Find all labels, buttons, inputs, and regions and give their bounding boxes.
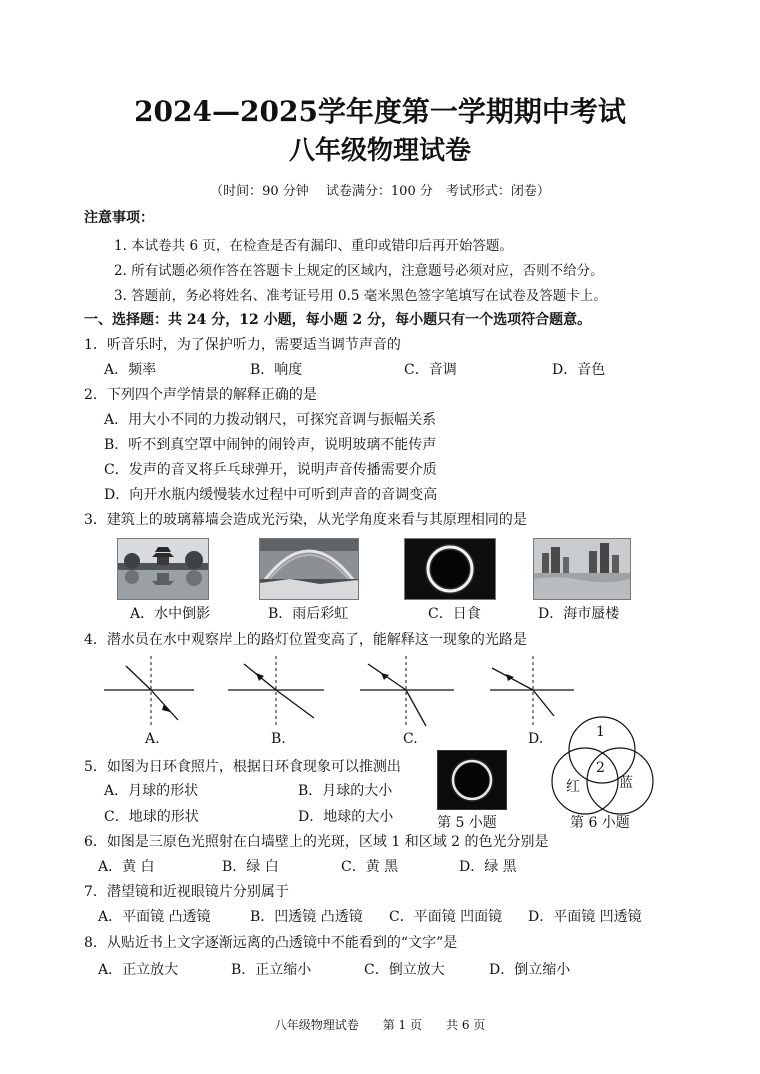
mirage-photo — [533, 538, 631, 600]
q7-option-b: B．凹透镜 凸透镜 — [250, 909, 363, 925]
note-item-1: 1. 本试卷共 6 页，在检查是否有漏印、重印或错印后再开始答题。 — [114, 238, 513, 254]
rainbow-photo — [259, 538, 359, 600]
q1-option-b: B．响度 — [250, 362, 303, 378]
q3-option-c: C．日食 — [428, 606, 481, 622]
q8-option-a: A．正立放大 — [98, 962, 179, 978]
q3-option-a: A．水中倒影 — [130, 606, 211, 622]
q7-option-c: C．平面镜 凹面镜 — [389, 909, 503, 925]
q7-option-d: D．平面镜 凹透镜 — [528, 909, 642, 925]
q3-option-b: B．雨后彩虹 — [268, 606, 349, 622]
q4-option-d: D. — [528, 731, 544, 747]
q4-diagram-a — [104, 656, 194, 728]
figure-6-caption: 第 6 小题 — [570, 815, 630, 831]
q5-option-b: B．月球的大小 — [298, 783, 393, 799]
q8-stem: 8．从贴近书上文字逐渐远离的凸透镜中不能看到的“文字”是 — [84, 935, 458, 951]
q1-option-c: C．音调 — [404, 362, 457, 378]
q2-option-c: C．发声的音叉将乒乓球弹开，说明声音传播需要介质 — [104, 462, 437, 478]
q6-option-b: B．绿 白 — [222, 859, 279, 875]
q4-option-a: A. — [145, 731, 160, 747]
q1-option-a: A．频率 — [104, 362, 157, 378]
q1-option-d: D．音色 — [552, 362, 606, 378]
q4-diagram-b — [228, 656, 324, 728]
notes-heading: 注意事项： — [84, 210, 154, 226]
q6-stem: 6．如图是三原色光照射在白墙壁上的光斑，区域 1 和区域 2 的色光分别是 — [84, 834, 549, 850]
venn-region-2-label: 2 — [596, 760, 605, 776]
q5-option-d: D．地球的大小 — [298, 809, 394, 825]
q8-option-c: C．倒立放大 — [364, 962, 445, 978]
venn-blue-label: 蓝 — [619, 775, 633, 791]
q8-option-d: D．倒立缩小 — [489, 962, 571, 978]
section-heading: 一、选择题：共 24 分，12 小题，每小题 2 分，每小题只有一个选项符合题意。 — [84, 312, 592, 328]
q5-option-a: A．月球的形状 — [104, 783, 199, 799]
q2-stem: 2．下列四个声学情景的解释正确的是 — [84, 387, 317, 403]
q4-diagram-c — [360, 656, 454, 728]
figure-5-caption: 第 5 小题 — [437, 815, 497, 831]
venn-region-1-label: 1 — [596, 724, 605, 740]
exam-meta: （时间：90 分钟 试卷满分：100 分 考试形式：闭卷） — [210, 184, 550, 199]
q3-option-d: D．海市蜃楼 — [538, 606, 620, 622]
exam-subtitle: 八年级物理试卷 — [288, 136, 471, 166]
note-item-2: 2. 所有试题必须作答在答题卡上规定的区域内，注意题号必须对应，否则不给分。 — [114, 263, 604, 279]
solar-eclipse-photo — [404, 538, 496, 600]
q6-option-a: A．黄 白 — [98, 859, 155, 875]
q7-option-a: A．平面镜 凸透镜 — [98, 909, 211, 925]
note-item-3: 3. 答题前，务必将姓名、准考证号用 0.5 毫米黑色签字笔填写在试卷及答题卡上。 — [114, 288, 607, 304]
q6-option-d: D．绿 黑 — [459, 859, 517, 875]
q4-stem: 4．潜水员在水中观察岸上的路灯位置变高了，能解释这一现象的光路是 — [84, 632, 527, 648]
exam-title: 2024—2025学年度第一学期期中考试 — [134, 95, 626, 128]
q3-stem: 3．建筑上的玻璃幕墙会造成光污染，从光学角度来看与其原理相同的是 — [84, 512, 527, 528]
q4-option-c: C. — [403, 731, 418, 747]
q4-light-path-diagrams — [96, 654, 596, 732]
page-footer: 八年级物理试卷 第 1 页 共 6 页 — [274, 1018, 486, 1032]
q2-option-a: A．用大小不同的力拨动钢尺，可探究音调与振幅关系 — [104, 412, 437, 428]
venn-red-label: 红 — [566, 779, 580, 795]
q2-option-d: D．向开水瓶内缓慢装水过程中可听到声音的音调变高 — [104, 487, 438, 503]
q5-option-c: C．地球的形状 — [104, 809, 199, 825]
annular-eclipse-photo — [437, 750, 507, 810]
reflection-photo — [117, 538, 209, 600]
q4-option-b: B. — [271, 731, 286, 747]
q6-option-c: C．黄 黑 — [341, 859, 399, 875]
q5-stem: 5．如图为日环食照片，根据日环食现象可以推测出 — [84, 759, 401, 775]
q1-stem: 1．听音乐时，为了保护听力，需要适当调节声音的 — [84, 337, 401, 353]
q7-stem: 7．潜望镜和近视眼镜片分别属于 — [84, 884, 289, 900]
q8-option-b: B．正立缩小 — [231, 962, 312, 978]
q2-option-b: B．听不到真空罩中闹钟的闹铃声，说明玻璃不能传声 — [104, 437, 437, 453]
